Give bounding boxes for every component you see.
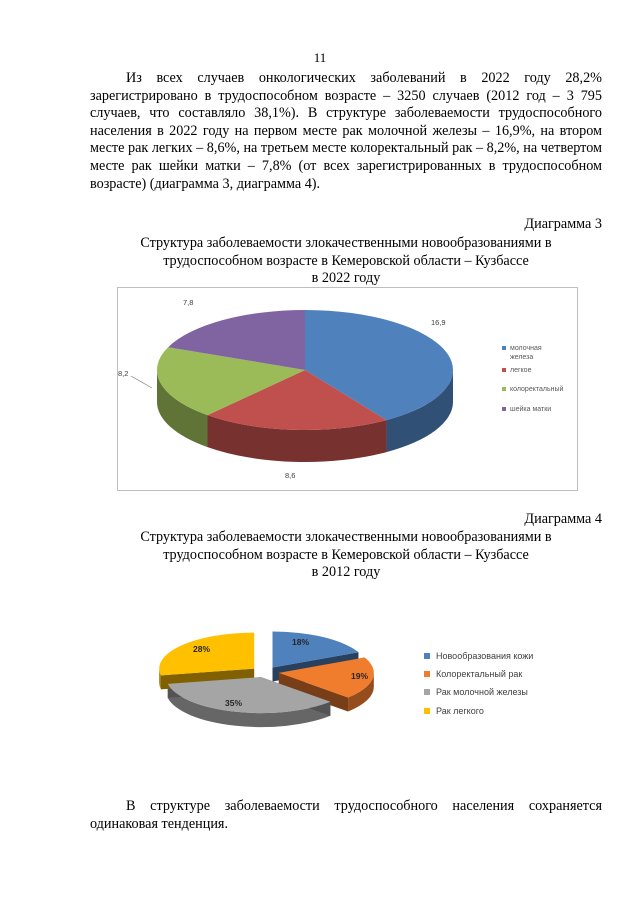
diagram-3-label: Диаграмма 3 — [524, 216, 602, 232]
pie2-legend-label-1: Колоректальный рак — [436, 669, 523, 679]
diagram-3-title-line-3: в 2022 году — [311, 270, 381, 287]
pie2-legend-label-3: Рак легкого — [436, 706, 484, 716]
intro-paragraph: Из всех случаев онкологических заболеваний в 2022 году 28,2% зарегистрировано в трудоспособном возрасте – 3250 случаев (2012 год – 3 795 случаев, что составляло 38,1%). В структуре заболеваемости трудоспособного населения в 2022 году на первом месте рак молочной железы – 16,9%, на втором месте рак легких – 8,6%, на третьем месте колоректальный рак – 8,2%, на четвертом месте рак шейки матки – 7,8% (от всех зарегистрированных в трудоспособном возрасте) (диаграмма 3, диаграмма 4). — [90, 70, 602, 192]
pie2-data-label-1: 19% — [351, 671, 369, 681]
pie2-legend-label-2: Рак молочной железы — [436, 687, 528, 697]
pie1-legend-label-0-b: железа — [510, 354, 534, 361]
pie1-legend-label-1: легкое — [510, 367, 532, 374]
pie2-data-label-0: 18% — [292, 637, 310, 647]
pie2-legend-label-0: Новообразования кожи — [436, 651, 534, 661]
pie1-data-label-0: 16,9 — [431, 318, 446, 327]
pie2-legend-swatch-0 — [424, 653, 430, 659]
pie1-data-label-1: 8,6 — [285, 471, 296, 480]
page-number: 11 — [313, 50, 327, 65]
pie2-legend-swatch-1 — [424, 671, 430, 677]
diagram-3-title-line-1: Структура заболеваемости злокачественными новообразованиями в — [140, 235, 552, 251]
pie2-legend-swatch-3 — [424, 708, 430, 714]
pie1-legend-label-3: шейка матки — [510, 406, 552, 413]
diagram-3-title-line-2: трудоспособном возрасте в Кемеровской области – Кузбассе — [163, 252, 529, 269]
pie2-data-label-2: 35% — [225, 698, 243, 708]
pie1-data-label-2: 8,2 — [118, 369, 129, 378]
diagram-4-label: Диаграмма 4 — [524, 511, 602, 527]
diagram-4-title-line-2: трудоспособном возрасте в Кемеровской области – Кузбассе — [163, 546, 529, 563]
closing-paragraph: В структуре заболеваемости трудоспособного населения сохраняется одинаковая тенденция. — [90, 798, 602, 832]
diagram-4-title-line-1: Структура заболеваемости злокачественными новообразованиями в — [140, 529, 552, 545]
pie1-legend-label-0: молочная — [510, 345, 542, 352]
pie2-legend-swatch-2 — [424, 689, 430, 695]
pie1-data-label-3: 7,8 — [183, 298, 194, 307]
pie1-legend-label-2: колоректальный — [510, 386, 564, 393]
diagram-4-title-line-3: в 2012 году — [311, 564, 381, 581]
pie2-data-label-3: 28% — [193, 644, 211, 654]
